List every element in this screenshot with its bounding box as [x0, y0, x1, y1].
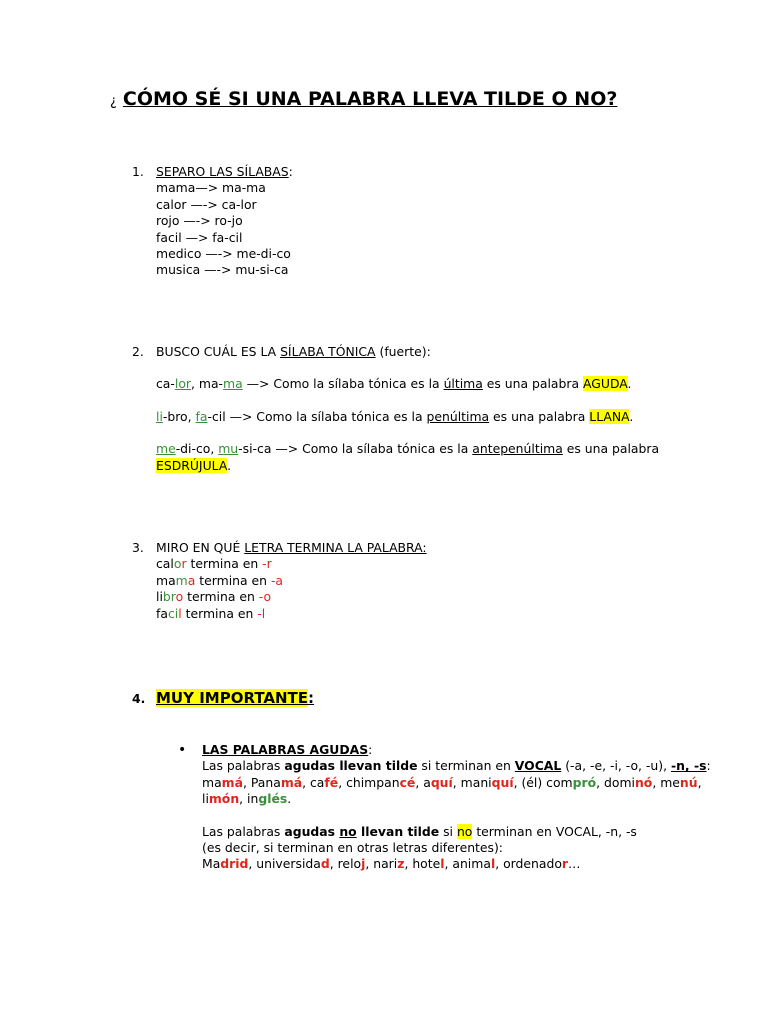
ending-label: -r: [262, 556, 272, 572]
text-run: Pana: [250, 774, 281, 790]
accented-syllable: cé: [399, 774, 416, 790]
text-run: (-a, -e, -i, -o, -u),: [561, 758, 671, 774]
tonic-syllable: mu: [218, 441, 239, 457]
section-number: 4.: [132, 691, 146, 706]
text-run: da: [305, 856, 321, 872]
llana-example: [156, 409, 666, 425]
text-run: ,: [652, 774, 661, 790]
text-run: ,: [302, 774, 310, 790]
tonic-letters: ci: [167, 605, 179, 621]
text-run: com: [546, 774, 573, 790]
word-type-highlight: AGUDA: [583, 376, 628, 392]
important-heading: MUY IMPORTANTE: [156, 689, 309, 707]
tonic-syllable: lor: [174, 376, 192, 392]
text-run: cal: [156, 556, 174, 572]
text-run: ,: [242, 774, 251, 790]
text-run: —> Como la sílaba tónica es la: [242, 376, 444, 392]
text-run: li: [202, 791, 209, 807]
text-run: domi: [604, 774, 635, 790]
text-run: ri: [388, 856, 398, 872]
no-highlight: no: [456, 823, 473, 839]
bold-run: agudas llevan tilde: [284, 758, 418, 774]
esdrujula-example: [156, 441, 666, 457]
accented-syllable: nó: [634, 774, 653, 790]
stressed-syllable: z: [397, 856, 405, 872]
stressed-syllable: l: [490, 856, 496, 872]
text-run: , re: [329, 856, 351, 872]
stressed-syllable: j: [361, 856, 366, 872]
text-run: , (él): [513, 774, 547, 790]
bullet-dot: •: [178, 742, 187, 758]
section-heading: SEPARO LAS SÍLABAS: [156, 164, 289, 179]
example-words: [202, 791, 672, 807]
stressed-syllable: drid: [220, 856, 249, 872]
ending-letter: r: [181, 556, 187, 572]
accented-syllable: pró: [572, 774, 597, 790]
text-run: si: [439, 823, 457, 839]
accented-syllable: quí: [491, 774, 514, 790]
stressed-syllable: d: [320, 856, 330, 872]
rule-line: [202, 758, 711, 774]
section-heading: [156, 540, 666, 556]
text-run: ,: [697, 774, 702, 790]
text-run: …: [568, 856, 581, 872]
word-type-highlight: LLANA: [589, 408, 630, 424]
position-term: última: [443, 376, 483, 392]
text-run: -di-co,: [175, 441, 219, 457]
accented-syllable: glés: [258, 791, 288, 807]
accented-syllable: nú: [679, 774, 698, 790]
stressed-syllable: l: [440, 856, 445, 872]
rule-note: (es decir, si terminan en otras letras diferentes):: [202, 839, 503, 855]
section-heading: [156, 690, 666, 710]
text-run: si terminan en: [417, 758, 515, 774]
text-run: , ani: [444, 856, 472, 872]
syllable-line: musica —-> mu-si-ca: [156, 262, 289, 278]
tonic-syllable: me: [156, 441, 176, 457]
tonic-syllable: fa: [195, 408, 208, 424]
tonic-letters: m: [175, 572, 188, 588]
ending-row: [156, 573, 666, 589]
text-run: chimpan: [346, 774, 400, 790]
text-run: ca-: [156, 376, 175, 392]
n-s-term: -n, -s: [670, 758, 707, 774]
heading-colon: :: [288, 164, 293, 179]
accented-syllable: má: [221, 774, 243, 790]
example-words: [202, 856, 672, 872]
tonic-syllable: ma: [223, 376, 243, 392]
heading-underlined: LAS PALABRAS AGUDAS: [202, 742, 369, 757]
text-run: , ho: [404, 856, 428, 872]
text-run: , universi: [248, 856, 306, 872]
ending-row: [156, 606, 666, 622]
position-term: antepenúltima: [472, 441, 563, 457]
text-run: termina en: [181, 605, 258, 621]
esdrujula-example-cont: [156, 458, 666, 474]
syllable-line: mama—> ma-ma: [156, 180, 266, 196]
no-term: no: [339, 823, 357, 839]
ending-label: -a: [270, 572, 284, 588]
text-run: -si-ca —> Como la sílaba tónica es la: [238, 441, 473, 457]
tonic-syllable: li: [156, 408, 163, 424]
text-run: .: [629, 408, 634, 424]
text-run: ma: [202, 774, 222, 790]
tonic-letters: o: [173, 556, 182, 572]
text-run: li: [156, 589, 163, 605]
heading-colon: :: [368, 742, 373, 757]
text-run: ,: [452, 774, 461, 790]
ending-letter: o: [175, 589, 184, 605]
text-run: ma: [471, 856, 491, 872]
heading-underlined: LETRA TERMINA LA PALABRA:: [244, 540, 427, 555]
ending-letter: a: [187, 572, 196, 588]
section-number: 1.: [132, 164, 144, 179]
text-run: , na: [365, 856, 389, 872]
tonic-letters: br: [162, 589, 176, 605]
section-number: 3.: [132, 540, 144, 555]
word-type-highlight: ESDRÚJULA: [156, 457, 228, 473]
aguda-example: [156, 376, 666, 392]
accented-syllable: quí: [430, 774, 453, 790]
stressed-syllable: r: [561, 856, 569, 872]
text-run: ,: [338, 774, 347, 790]
section-number: 2.: [132, 344, 144, 359]
text-run: es una palabra: [489, 408, 590, 424]
heading-underlined: SÍLABA TÓNICA: [280, 344, 376, 359]
text-run: Las palabras: [202, 823, 285, 839]
accented-syllable: món: [208, 791, 240, 807]
heading-pre: BUSCO CUÁL ES LA: [156, 344, 281, 359]
ending-label: -l: [257, 605, 266, 621]
position-term: penúltima: [426, 408, 490, 424]
text-run: me: [660, 774, 680, 790]
text-run: .: [627, 376, 632, 392]
text-run: termina en: [186, 556, 263, 572]
heading-colon: :: [308, 689, 315, 707]
rule-line: [202, 824, 672, 840]
bullet-heading: [202, 742, 672, 758]
text-run: Ma: [202, 856, 221, 872]
text-run: ca: [309, 774, 325, 790]
text-run: fa: [156, 605, 168, 621]
text-run: -bro,: [162, 408, 196, 424]
text-run: , ordena: [495, 856, 547, 872]
text-run: es una palabra: [562, 441, 660, 457]
text-run: -cil —> Como la sílaba tónica es la: [207, 408, 427, 424]
text-run: .: [227, 457, 232, 473]
text-run: ,: [239, 791, 248, 807]
syllable-line: rojo —-> ro-jo: [156, 213, 243, 229]
page-title: [110, 88, 617, 110]
text-run: Las palabras: [202, 758, 285, 774]
ending-row: [156, 589, 666, 605]
text-run: .: [287, 791, 292, 807]
text-run: es una palabra: [482, 376, 584, 392]
text-run: termina en: [183, 589, 259, 605]
bold-run: llevan tilde: [356, 823, 440, 839]
text-run: ,: [596, 774, 604, 790]
text-run: termina en: [195, 572, 271, 588]
text-run: ,: [415, 774, 424, 790]
text-run: in: [247, 791, 259, 807]
text-run: te: [427, 856, 441, 872]
syllable-line: facil —> fa-cil: [156, 229, 243, 245]
ending-row: [156, 556, 666, 572]
text-run: , ma-: [191, 376, 224, 392]
text-run: ma: [156, 572, 176, 588]
ending-letter: l: [178, 605, 182, 621]
ending-label: -o: [258, 589, 272, 605]
text-run: :: [706, 758, 711, 774]
heading-post: (fuerte):: [375, 344, 431, 359]
title-inverted-question: ¿: [110, 94, 117, 109]
title-text: CÓMO SÉ SI UNA PALABRA LLEVA TILDE O NO?: [122, 88, 618, 110]
accented-syllable: fé: [324, 774, 339, 790]
syllable-line: medico —-> me-di-co: [156, 245, 291, 261]
heading-pre: MIRO EN QUÉ: [156, 540, 245, 555]
text-run: terminan en VOCAL, -n, -s: [472, 823, 637, 839]
syllable-line: calor —-> ca-lor: [156, 196, 257, 212]
accented-syllable: má: [280, 774, 303, 790]
bold-run: agudas: [284, 823, 340, 839]
section-heading: [156, 344, 666, 360]
vocal-term: VOCAL: [514, 758, 562, 774]
text-run: do: [546, 856, 562, 872]
text-run: lo: [350, 856, 362, 872]
example-words: [202, 774, 702, 791]
text-run: mani: [460, 774, 492, 790]
text-run: a: [423, 774, 431, 790]
